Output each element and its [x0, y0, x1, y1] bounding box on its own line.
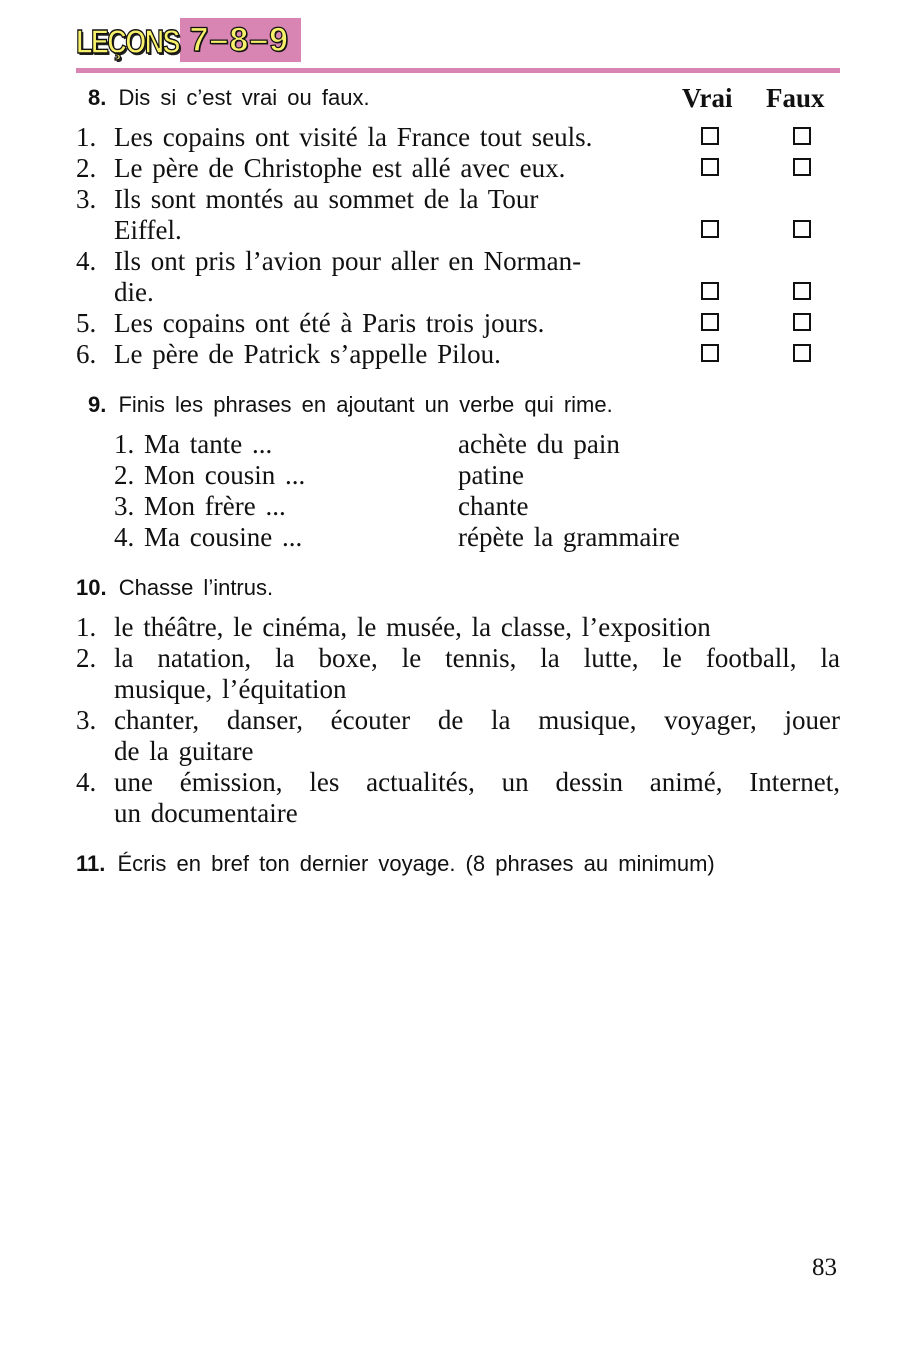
item-text: le théâtre, le cinéma, le musée, la classe, l’exposition [114, 612, 711, 642]
ex8-item-2 [76, 153, 565, 184]
column-false-header: Faux [766, 83, 825, 113]
item-number: 3. [76, 184, 97, 214]
page-number: 83 [812, 1254, 837, 1281]
ex10-item-2-continued: musique, l’équitation [114, 674, 347, 704]
item-text: Les copains ont visité la France tout seuls. [114, 122, 593, 152]
ex8-item-3-continued: Eiffel. [114, 215, 182, 245]
item-number: 1. [76, 612, 97, 642]
item-number: 5. [76, 308, 97, 338]
ex8-item-2-true-checkbox[interactable] [701, 158, 719, 176]
ex8-item-1-false-checkbox[interactable] [793, 127, 811, 145]
lesson-header [76, 18, 301, 62]
exercise-10-instruction [76, 574, 273, 602]
item-text: Le père de Patrick s’appelle Pilou. [114, 339, 501, 369]
ex8-item-3-false-checkbox[interactable] [793, 220, 811, 238]
exercise-10-number: 10. [76, 575, 107, 600]
item-number: 1. [76, 122, 97, 152]
ex8-item-4 [76, 246, 581, 277]
ex9-right-1: achète du pain [458, 429, 620, 459]
exercise-8-number: 8. [88, 85, 107, 110]
ex9-left-2: 2. Mon cousin ... [114, 460, 306, 490]
item-number: 2. [76, 153, 97, 183]
item-text: Ils ont pris l’avion pour aller en Norman- [114, 246, 582, 276]
ex8-item-3 [76, 184, 538, 215]
exercise-11-number: 11. [76, 851, 106, 876]
item-text: Les copains ont été à Paris trois jours. [114, 308, 545, 338]
header-divider [76, 68, 840, 73]
exercise-9-number: 9. [88, 392, 107, 417]
ex9-left-1: 1. Ma tante ... [114, 429, 273, 459]
ex10-item-2-number: 2. [76, 643, 97, 673]
exercise-11-instruction [76, 850, 715, 878]
item-number: 6. [76, 339, 97, 369]
ex10-item-4: une émission, les actualités, un dessin animé, Internet, [114, 767, 840, 797]
exercise-8-text: Dis si c’est vrai ou faux. [118, 85, 370, 110]
ex9-left-3: 3. Mon frère ... [114, 491, 286, 521]
ex10-item-3-number: 3. [76, 705, 97, 735]
ex8-item-6-false-checkbox[interactable] [793, 344, 811, 362]
exercise-8-instruction [88, 84, 370, 112]
ex9-right-4: répète la grammaire [458, 522, 680, 552]
ex8-item-4-false-checkbox[interactable] [793, 282, 811, 300]
ex10-item-2: la natation, la boxe, le tennis, la lutte, le football, la [114, 643, 840, 673]
lesson-numbers-badge: 7–8–9 [180, 18, 302, 62]
ex8-item-6 [76, 339, 501, 370]
ex9-left-4: 4. Ma cousine ... [114, 522, 303, 552]
exercise-10-text: Chasse l’intrus. [118, 575, 274, 600]
ex8-item-5 [76, 308, 544, 339]
ex8-item-5-true-checkbox[interactable] [701, 313, 719, 331]
item-text: Le père de Christophe est allé avec eux. [114, 153, 566, 183]
ex10-item-4-number: 4. [76, 767, 97, 797]
ex8-item-2-false-checkbox[interactable] [793, 158, 811, 176]
ex10-item-4-continued: un documentaire [114, 798, 298, 828]
ex10-item-3-continued: de la guitare [114, 736, 254, 766]
ex10-item-3: chanter, danser, écouter de la musique, voyager, jouer [114, 705, 840, 735]
ex8-item-4-true-checkbox[interactable] [701, 282, 719, 300]
ex8-item-5-false-checkbox[interactable] [793, 313, 811, 331]
ex8-item-1 [76, 122, 592, 153]
ex8-item-4-continued: die. [114, 277, 154, 307]
ex8-item-1-true-checkbox[interactable] [701, 127, 719, 145]
ex8-item-6-true-checkbox[interactable] [701, 344, 719, 362]
ex9-right-3: chante [458, 491, 529, 521]
item-text: Ils sont montés au sommet de la Tour [114, 184, 539, 214]
ex9-right-2: patine [458, 460, 524, 490]
exercise-11-text: Écris en bref ton dernier voyage. (8 phrases au minimum) [117, 851, 715, 876]
exercise-9-instruction [88, 391, 613, 419]
item-number: 4. [76, 246, 97, 276]
ex8-item-3-true-checkbox[interactable] [701, 220, 719, 238]
ex10-item-1 [76, 612, 711, 643]
exercise-9-text: Finis les phrases en ajoutant un verbe qui rime. [118, 392, 613, 417]
column-true-header: Vrai [682, 83, 733, 113]
lecons-title: LEÇONS [76, 23, 179, 60]
